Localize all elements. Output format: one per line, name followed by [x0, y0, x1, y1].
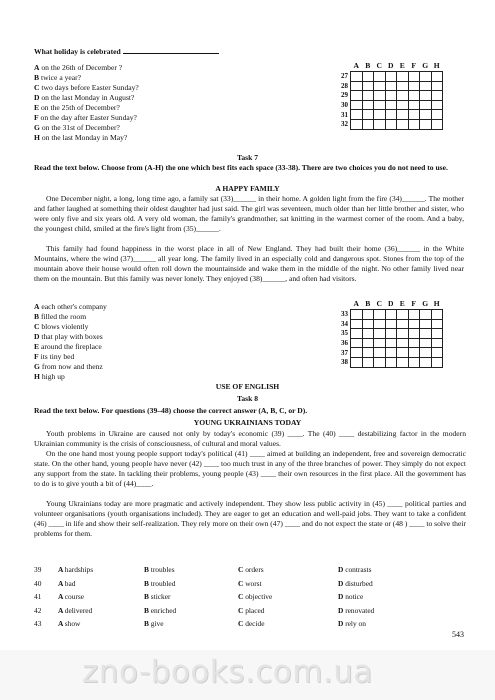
answer-cell[interactable]: [420, 100, 432, 110]
answer-cell[interactable]: [431, 329, 443, 339]
question-heading: [34, 46, 219, 57]
answer-cell[interactable]: [397, 338, 409, 348]
grid-row: [341, 81, 443, 91]
answer-option-c[interactable]: [238, 619, 264, 629]
answer-cell[interactable]: [362, 72, 374, 82]
grid-row: [341, 72, 443, 82]
answer-option-a[interactable]: [58, 606, 92, 616]
option-letter: B: [144, 592, 151, 601]
answer-line: [123, 46, 219, 54]
answer-option-a[interactable]: [58, 579, 75, 589]
grid-column-letter: G: [422, 61, 429, 70]
answer-cell[interactable]: [362, 338, 374, 348]
answer-cell[interactable]: [351, 329, 363, 339]
answer-cell[interactable]: [420, 81, 432, 91]
grid-row: [341, 319, 443, 329]
option-letter: A: [58, 605, 65, 615]
option-text: contrasts: [345, 565, 372, 574]
grid-column-letter: C: [376, 61, 382, 70]
section-title: USE OF ENGLISH: [215, 382, 280, 391]
grid-row: [341, 329, 443, 339]
answer-option-a[interactable]: [58, 619, 80, 629]
task8-title: YOUNG UKRAINIANS TODAY: [193, 418, 302, 427]
answer-cell[interactable]: [362, 319, 374, 329]
answer-cell[interactable]: [351, 91, 363, 101]
option-text: rely on: [345, 619, 366, 628]
answer-option-d[interactable]: [338, 606, 374, 616]
option-letter: D: [338, 578, 346, 588]
option-text: worst: [245, 578, 262, 588]
option-text: bad: [64, 578, 76, 588]
answer-cell[interactable]: [374, 329, 386, 339]
option-text: delivered: [64, 605, 93, 615]
answer-cell[interactable]: [351, 338, 363, 348]
task6-options: [34, 63, 139, 143]
page-number: 543: [452, 630, 464, 639]
option-letter: C: [238, 578, 246, 588]
watermark: zno-books.com.ua: [82, 654, 373, 690]
answer-cell[interactable]: [385, 310, 397, 320]
grid-row-number: 28: [341, 81, 348, 90]
answer-cell[interactable]: [362, 310, 374, 320]
grid-column-letter: A: [353, 299, 359, 308]
grid-row-number: 34: [341, 319, 348, 328]
grid-column-letter: A: [353, 61, 359, 70]
option-letter: C: [238, 619, 246, 628]
task8-paragraph-2: On the one hand most young people support today's political (41) ____ aimed at building an independent, free and sovereign democratic state. On the other hand, young people have never (42) ____ too much trust in any of the three branches of power. They simply do not expect any support from the state. In tackling their problems, young people (43) ____ their own resources in the first place. All the government has to do is to give youth a bit of (44)____.: [34, 449, 466, 488]
answer-cell[interactable]: [351, 348, 363, 358]
answer-cell[interactable]: [420, 329, 432, 339]
answer-option-d[interactable]: [338, 592, 363, 602]
answer-option-b[interactable]: [144, 565, 175, 575]
answer-cell[interactable]: [385, 72, 397, 82]
grid-column-letter: E: [399, 61, 405, 70]
answer-cell[interactable]: [351, 81, 363, 91]
task7-heading: Task 7: [236, 153, 259, 162]
answer-grid-27-32: [341, 61, 443, 130]
grid-row-number: 36: [341, 339, 348, 348]
option-e: E around the fireplace: [34, 342, 102, 351]
grid-row: [341, 357, 443, 367]
answer-cell[interactable]: [385, 110, 397, 120]
answer-option-b[interactable]: [144, 592, 170, 602]
question-number: 39: [34, 565, 42, 574]
answer-cell[interactable]: [408, 91, 420, 101]
answer-cell[interactable]: [385, 100, 397, 110]
answer-option-b[interactable]: [144, 619, 164, 629]
option-a: A each other's company: [34, 302, 107, 311]
grid-row-number: 29: [341, 91, 348, 100]
answer-cell[interactable]: [431, 357, 443, 367]
answer-cell[interactable]: [374, 81, 386, 91]
answer-cell[interactable]: [408, 100, 420, 110]
option-letter: D: [338, 619, 346, 628]
grid-row-number: 38: [341, 358, 348, 367]
answer-option-b[interactable]: [144, 606, 176, 616]
task7-paragraph-1: One December night, a long, long time ago, a family sat (33)______ in their home. A golden light from the fire (34)______. The mother and father laughed at something their oldest daughter had just said. The girl was seventeen, much older than her little brother and sister, who were only five and six years old. A very old woman, the family's grandmother, sat knitting in the warmest corner of the room. And a baby, the youngest child, smiled at the fire's light from (35)______.: [34, 194, 464, 233]
option-letter: B: [144, 619, 151, 628]
answer-cell[interactable]: [374, 357, 386, 367]
option-g: G on the 31st of December?: [34, 123, 120, 132]
answer-cell[interactable]: [420, 338, 432, 348]
answer-cell[interactable]: [385, 348, 397, 358]
answer-cell[interactable]: [431, 72, 443, 82]
answer-cell[interactable]: [408, 72, 420, 82]
option-letter: C: [238, 565, 246, 574]
answer-cell[interactable]: [431, 319, 443, 329]
grid-row: [341, 110, 443, 120]
option-text: give: [150, 619, 164, 628]
grid-row: [341, 310, 443, 320]
answer-cell[interactable]: [431, 348, 443, 358]
answer-cell[interactable]: [351, 310, 363, 320]
grid-row-number: 30: [341, 101, 348, 110]
option-text: orders: [245, 565, 264, 574]
option-text: troubles: [150, 565, 175, 574]
answer-cell[interactable]: [397, 119, 409, 129]
grid-row-number: 33: [341, 310, 348, 319]
answer-cell[interactable]: [420, 319, 432, 329]
answer-cell[interactable]: [385, 357, 397, 367]
option-text: placed: [245, 605, 265, 615]
grid-column-letter: H: [433, 61, 440, 70]
answer-cell[interactable]: [408, 357, 420, 367]
grid-column-letter: G: [422, 299, 429, 308]
question-text: What holiday is celebrated: [34, 47, 121, 56]
question-number: 42: [34, 605, 42, 615]
answer-cell[interactable]: [420, 310, 432, 320]
grid-column-letter: D: [388, 299, 394, 308]
answer-cell[interactable]: [351, 319, 363, 329]
answer-cell[interactable]: [385, 329, 397, 339]
grid-column-letter: H: [433, 299, 440, 308]
answer-cell[interactable]: [397, 357, 409, 367]
grid-corner: [341, 299, 351, 310]
answer-cell[interactable]: [362, 357, 374, 367]
option-text: troubled: [150, 578, 176, 588]
option-d: D on the last Monday in August?: [34, 93, 135, 102]
answer-option-c[interactable]: [238, 592, 272, 602]
answer-cell[interactable]: [420, 91, 432, 101]
answer-cell[interactable]: [374, 100, 386, 110]
answer-cell[interactable]: [431, 310, 443, 320]
option-c: C blows violently: [34, 322, 89, 331]
answer-cell[interactable]: [374, 72, 386, 82]
answer-cell[interactable]: [408, 319, 420, 329]
option-letter: B: [144, 605, 151, 615]
option-text: decide: [245, 619, 265, 628]
grid-column-letter: D: [388, 61, 394, 70]
answer-grid-33-38: [341, 299, 443, 368]
answer-cell[interactable]: [408, 110, 420, 120]
answer-cell[interactable]: [431, 110, 443, 120]
answer-cell[interactable]: [397, 329, 409, 339]
option-letter: C: [238, 605, 246, 615]
option-b: B filled the room: [34, 312, 87, 321]
answer-cell[interactable]: [385, 81, 397, 91]
answer-cell[interactable]: [431, 81, 443, 91]
answer-cell[interactable]: [362, 81, 374, 91]
task7-instruction: Read the text below. Choose from (A-H) the one which best fits each space (33-38). There are two choices you do not need to use.: [34, 163, 448, 172]
option-text: disturbed: [345, 578, 373, 588]
answer-cell[interactable]: [362, 91, 374, 101]
answer-option-a[interactable]: [58, 565, 93, 575]
answer-cell[interactable]: [374, 338, 386, 348]
option-text: course: [64, 592, 85, 601]
answer-cell[interactable]: [385, 91, 397, 101]
answer-cell[interactable]: [408, 338, 420, 348]
answer-cell[interactable]: [362, 119, 374, 129]
option-letter: A: [58, 619, 65, 628]
answer-option-c[interactable]: [238, 606, 264, 616]
option-letter: A: [58, 565, 65, 574]
answer-cell[interactable]: [420, 119, 432, 129]
task7-paragraph-2: This family had found happiness in the worst place in all of New England. They had built their home (36)______ in the White Mountains, where the wind (37)______ all year long. The family lived in an especially cold and dangerous spot. Stones from the top of the mountain above their house would often roll down the mountainside and wake them in the middle of the night. No other family lived near them on the mountain. But this family was never lonely. They enjoyed (38)______, and often had visitors.: [34, 244, 464, 283]
answer-option-d[interactable]: [338, 579, 373, 589]
option-f: F on the day after Easter Sunday?: [34, 113, 137, 122]
answer-cell[interactable]: [420, 357, 432, 367]
answer-option-b[interactable]: [144, 579, 175, 589]
answer-option-a[interactable]: [58, 592, 84, 602]
option-text: notice: [345, 592, 364, 601]
answer-cell[interactable]: [397, 110, 409, 120]
answer-cell[interactable]: [408, 81, 420, 91]
option-text: objective: [245, 592, 273, 601]
answer-option-c[interactable]: [238, 565, 264, 575]
option-letter: C: [238, 592, 246, 601]
answer-cell[interactable]: [362, 329, 374, 339]
answer-option-d[interactable]: [338, 565, 371, 575]
option-letter: D: [338, 592, 346, 601]
answer-cell[interactable]: [397, 91, 409, 101]
answer-cell[interactable]: [351, 119, 363, 129]
option-b: B twice a year?: [34, 73, 82, 82]
grid-column-letter: B: [365, 61, 371, 70]
answer-cell[interactable]: [408, 329, 420, 339]
answer-cell[interactable]: [408, 348, 420, 358]
grid-corner: [341, 61, 351, 72]
answer-cell[interactable]: [385, 338, 397, 348]
option-text: renovated: [345, 605, 375, 615]
grid-row: [341, 119, 443, 129]
answer-option-d[interactable]: [338, 619, 366, 629]
answer-cell[interactable]: [374, 119, 386, 129]
answer-cell[interactable]: [362, 348, 374, 358]
option-letter: B: [144, 565, 151, 574]
answer-cell[interactable]: [351, 357, 363, 367]
option-e: E on the 25th of December?: [34, 103, 120, 112]
grid-row: [341, 100, 443, 110]
answer-cell[interactable]: [397, 310, 409, 320]
answer-cell[interactable]: [374, 91, 386, 101]
answer-cell[interactable]: [397, 348, 409, 358]
answer-cell[interactable]: [431, 119, 443, 129]
answer-cell[interactable]: [362, 100, 374, 110]
grid-row: [341, 91, 443, 101]
answer-cell[interactable]: [374, 348, 386, 358]
option-letter: A: [58, 578, 65, 588]
grid-column-letter: E: [399, 299, 405, 308]
answer-cell[interactable]: [397, 319, 409, 329]
option-text: sticker: [150, 592, 171, 601]
task8-instruction: Read the text below. For questions (39–48) choose the correct answer (A, B, C, or D).: [34, 406, 308, 415]
answer-cell[interactable]: [385, 119, 397, 129]
question-number: 41: [34, 592, 42, 601]
option-letter: B: [144, 578, 151, 588]
answer-cell[interactable]: [374, 310, 386, 320]
grid-column-letter: F: [411, 299, 417, 308]
answer-cell[interactable]: [431, 338, 443, 348]
answer-cell[interactable]: [408, 310, 420, 320]
option-d: D that play with boxes: [34, 332, 103, 341]
grid-column-letter: B: [365, 299, 371, 308]
option-text: show: [64, 619, 81, 628]
task8-heading: Task 8: [236, 394, 259, 403]
option-g: G from now and thenz: [34, 362, 103, 371]
answer-cell[interactable]: [397, 81, 409, 91]
answer-cell[interactable]: [385, 319, 397, 329]
grid-row: [341, 348, 443, 358]
grid-row-number: 35: [341, 329, 348, 338]
option-letter: D: [338, 565, 346, 574]
answer-cell[interactable]: [351, 100, 363, 110]
question-number: 43: [34, 619, 42, 628]
grid-row: [341, 338, 443, 348]
answer-cell[interactable]: [420, 110, 432, 120]
task8-paragraph-3: Young Ukrainians today are more pragmatic and actively independent. They show less public activity in (45) ____ political parties and volunteer organisations (youth organisations included). They are eager to get an education and well-paid jobs. They want to take a confident (46) ____ in life and show their self-realization. They rely more on their own (47) ____ and do not expect the state or (48 ) ____ to solve their problems for them.: [34, 499, 466, 538]
answer-cell[interactable]: [420, 72, 432, 82]
grid-row-number: 32: [341, 120, 348, 129]
grid-column-letter: F: [411, 61, 417, 70]
answer-cell[interactable]: [408, 119, 420, 129]
grid-row-number: 37: [341, 348, 348, 357]
answer-cell[interactable]: [431, 100, 443, 110]
option-text: enriched: [150, 605, 177, 615]
option-h: H on the last Monday in May?: [34, 133, 128, 142]
answer-cell[interactable]: [397, 100, 409, 110]
option-f: F its tiny bed: [34, 352, 75, 361]
answer-cell[interactable]: [431, 91, 443, 101]
answer-cell[interactable]: [374, 319, 386, 329]
grid-row-number: 31: [341, 110, 348, 119]
answer-cell[interactable]: [397, 72, 409, 82]
answer-cell[interactable]: [374, 110, 386, 120]
option-a: A on the 26th of December ?: [34, 63, 123, 72]
answer-option-c[interactable]: [238, 579, 262, 589]
option-letter: A: [58, 592, 65, 601]
answer-cell[interactable]: [351, 110, 363, 120]
option-h: H high up: [34, 372, 65, 381]
question-number: 40: [34, 578, 42, 588]
option-c: C two days before Easter Sunday?: [34, 83, 139, 92]
grid-column-letter: C: [376, 299, 382, 308]
answer-cell[interactable]: [420, 348, 432, 358]
task8-paragraph-1: Youth problems in Ukraine are caused not only by today's economic (39) ____. The (40) ____ destabilizing factor in the modern Ukrainian community is the crisis of consciousness, of cultural and moral values.: [34, 429, 466, 448]
option-text: hardships: [64, 565, 94, 574]
task7-title: A HAPPY FAMILY: [215, 184, 280, 193]
grid-row-number: 27: [341, 72, 348, 81]
task7-options: [34, 302, 107, 382]
answer-cell[interactable]: [362, 110, 374, 120]
option-letter: D: [338, 605, 346, 615]
answer-cell[interactable]: [351, 72, 363, 82]
